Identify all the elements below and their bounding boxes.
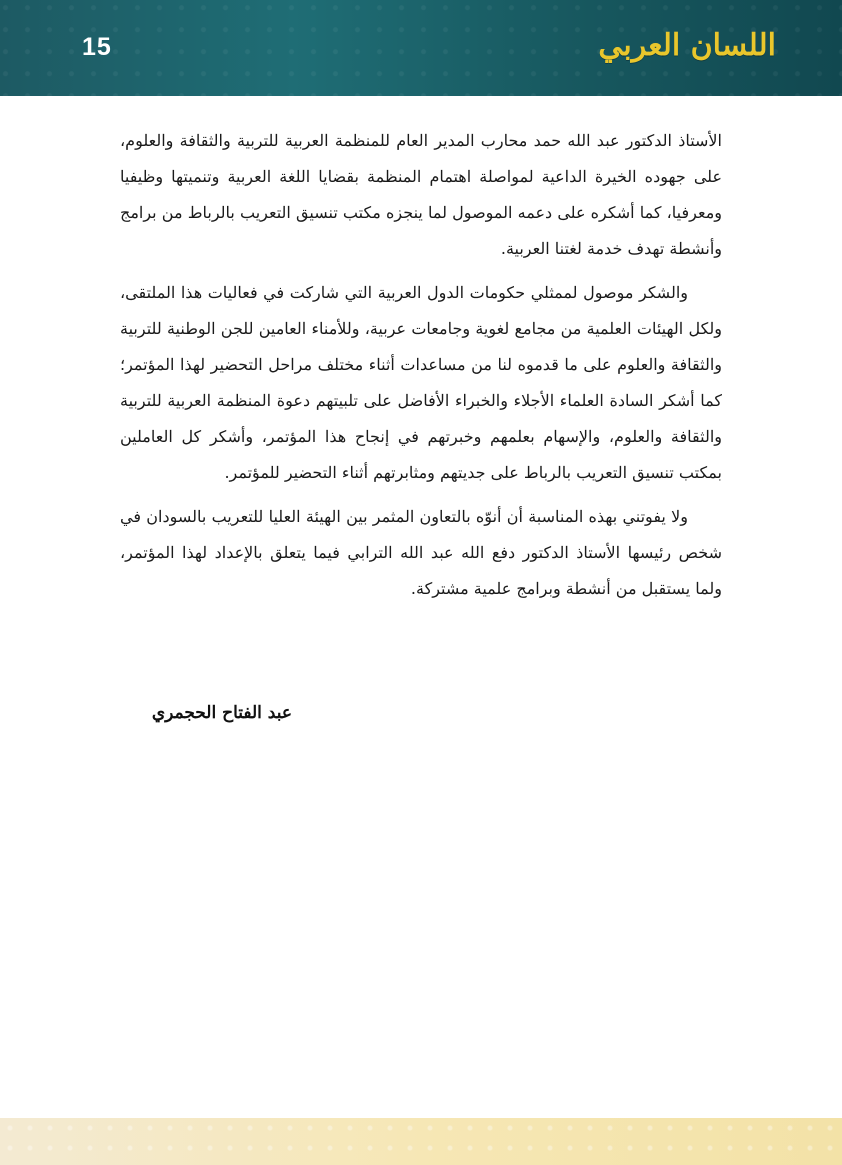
article-body (120, 123, 722, 615)
footer-banner (0, 1118, 842, 1165)
paragraph-1: الأستاذ الدكتور عبد الله حمد محارب المدير العام للمنظمة العربية للتربية والثقافة والعلوم، على جهوده الخيرة الداعية لمواصلة اهتمام المنظمة بقضايا اللغة العربية وتنميتها وظيفيا ومعرفيا، كما أشكره على دعمه الموصول لما ينجزه مكتب تنسيق التعريب بالرباط من برامج وأنشطة تهدف خدمة لغتنا العربية. (120, 131, 722, 258)
author-signature: عبد الفتاح الحجمري (151, 703, 292, 723)
journal-logo: اللسان العربي (598, 28, 776, 63)
header-banner (0, 0, 842, 96)
page-number: 15 (82, 33, 112, 61)
paragraph-2: والشكر موصول لممثلي حكومات الدول العربية التي شاركت في فعاليات هذا الملتقى، ولكل الهيئات العلمية من مجامع لغوية وجامعات عربية، وللأمناء العامين للجن الوطنية للتربية والثقافة والعلوم على ما قدموه لنا من مساعدات أثناء مختلف مراحل التحضير لهذا المؤتمر؛ كما أشكر السادة العلماء الأجلاء والخبراء الأفاضل على تلبيتهم دعوة المنظمة العربية للتربية والثقافة والعلوم، والإسهام بعلمهم وخبرتهم في إنجاح هذا المؤتمر، وأشكر كل العاملين بمكتب تنسيق التعريب بالرباط على جديتهم ومثابرتهم أثناء التحضير للمؤتمر. (120, 283, 722, 482)
paragraph-3: ولا يفوتني بهذه المناسبة أن أنوّه بالتعاون المثمر بين الهيئة العليا للتعريب بالسودان في شخص رئيسها الأستاذ الدكتور دفع الله عبد الله الترابي فيما يتعلق بالإعداد لهذا المؤتمر، ولما يستقبل من أنشطة وبرامج علمية مشتركة. (120, 507, 722, 598)
